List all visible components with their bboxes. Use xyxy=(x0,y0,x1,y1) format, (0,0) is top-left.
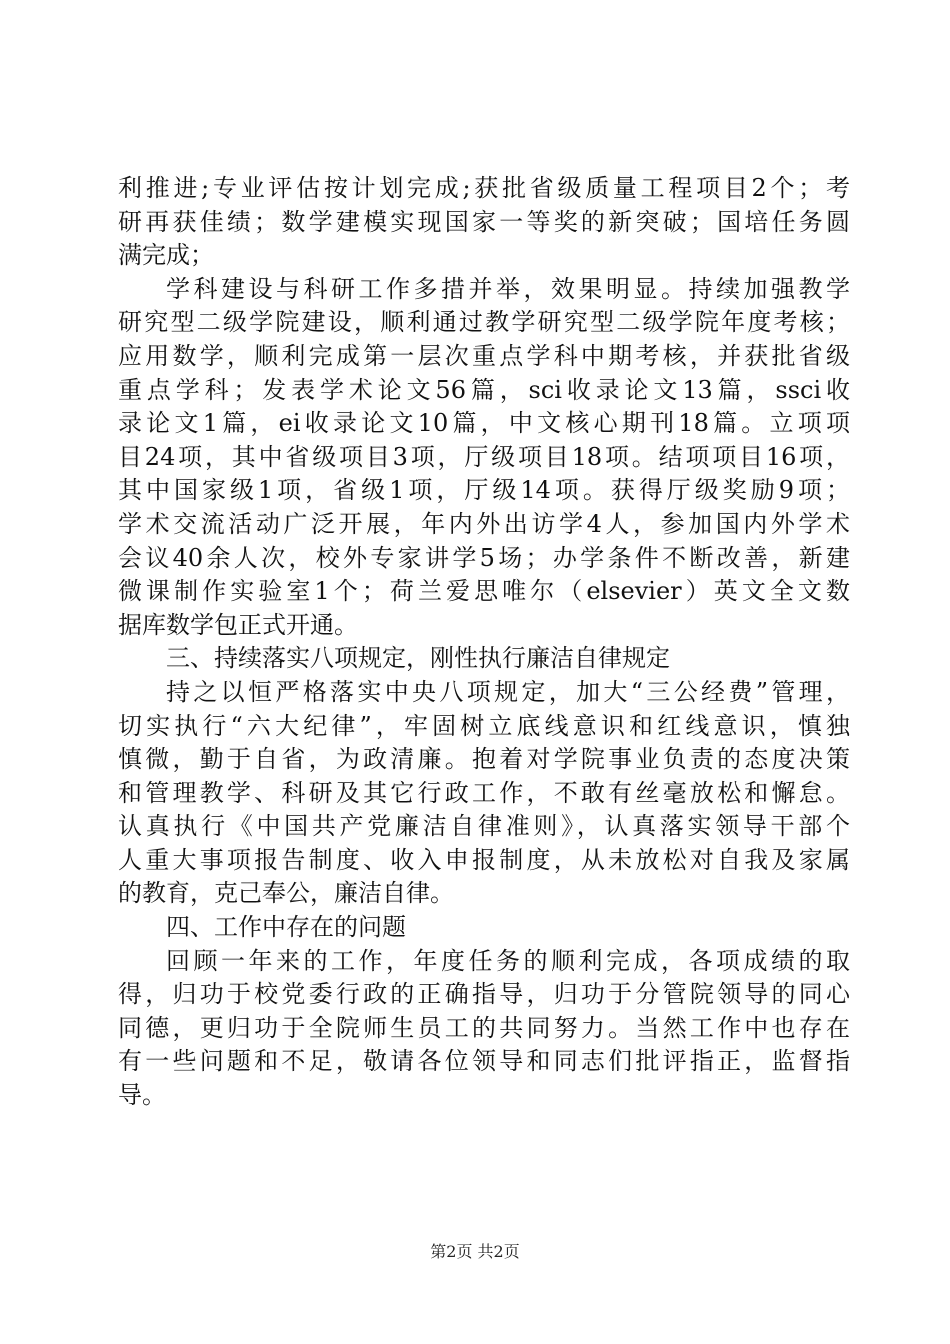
text-line: 重点学科；发表学术论文56篇，sci收录论文13篇，ssci收 xyxy=(118,375,850,404)
text-line: 目24项，其中省级项目3项，厅级项目18项。结项项目16项， xyxy=(118,442,850,471)
text-line: 得，归功于校党委行政的正确指导，归功于分管院领导的同心 xyxy=(118,980,850,1009)
text-line: 导。 xyxy=(118,1081,166,1110)
text-line: 会议40余人次，校外专家讲学5场；办学条件不断改善，新建 xyxy=(118,543,850,572)
text-line: 微课制作实验室1个；荷兰爱思唯尔（elsevier）英文全文数 xyxy=(118,577,850,606)
text-line: 学术交流活动广泛开展，年内外出访学4人，参加国内外学术 xyxy=(118,509,850,538)
text-line: 四、工作中存在的问题 xyxy=(166,913,406,942)
text-line: 学科建设与科研工作多措并举，效果明显。持续加强教学 xyxy=(166,274,850,303)
text-line: 三、持续落实八项规定，刚性执行廉洁自律规定 xyxy=(166,644,670,673)
document-body xyxy=(118,172,850,1113)
text-line: 录论文1篇，ei收录论文10篇，中文核心期刊18篇。立项项 xyxy=(118,409,850,438)
text-line: 研究型二级学院建设，顺利通过教学研究型二级学院年度考核； xyxy=(118,308,850,337)
text-line: 切实执行“六大纪律”，牢固树立底线意识和红线意识，慎独 xyxy=(118,711,850,740)
text-line: 有一些问题和不足，敬请各位领导和同志们批评指正，监督指 xyxy=(118,1047,850,1076)
text-line: 应用数学，顺利完成第一层次重点学科中期考核，并获批省级 xyxy=(118,341,850,370)
text-line: 其中国家级1项，省级1项，厅级14项。获得厅级奖励9项； xyxy=(118,476,850,505)
page-footer: 第2页 共2页 xyxy=(430,1242,520,1261)
text-line: 回顾一年来的工作，年度任务的顺利完成，各项成绩的取 xyxy=(166,946,850,975)
text-line: 人重大事项报告制度、收入申报制度，从未放松对自我及家属 xyxy=(118,845,850,874)
text-line: 持之以恒严格落实中央八项规定，加大“三公经费”管理， xyxy=(166,677,850,706)
text-line: 和管理教学、科研及其它行政工作，不敢有丝毫放松和懈怠。 xyxy=(118,778,850,807)
text-line: 满完成； xyxy=(118,241,214,270)
text-line: 认真执行《中国共产党廉洁自律准则》，认真落实领导干部个 xyxy=(118,812,850,841)
text-line: 同德，更归功于全院师生员工的共同努力。当然工作中也存在 xyxy=(118,1013,850,1042)
text-line: 慎微，勤于自省，为政清廉。抱着对学院事业负责的态度决策 xyxy=(118,745,850,774)
text-line: 利推进;专业评估按计划完成;获批省级质量工程项目2个；考 xyxy=(118,174,850,202)
text-line: 据库数学包正式开通。 xyxy=(118,610,358,639)
text-line: 研再获佳绩；数学建模实现国家一等奖的新突破；国培任务圆 xyxy=(118,207,850,236)
text-line: 的教育，克己奉公，廉洁自律。 xyxy=(118,879,454,908)
